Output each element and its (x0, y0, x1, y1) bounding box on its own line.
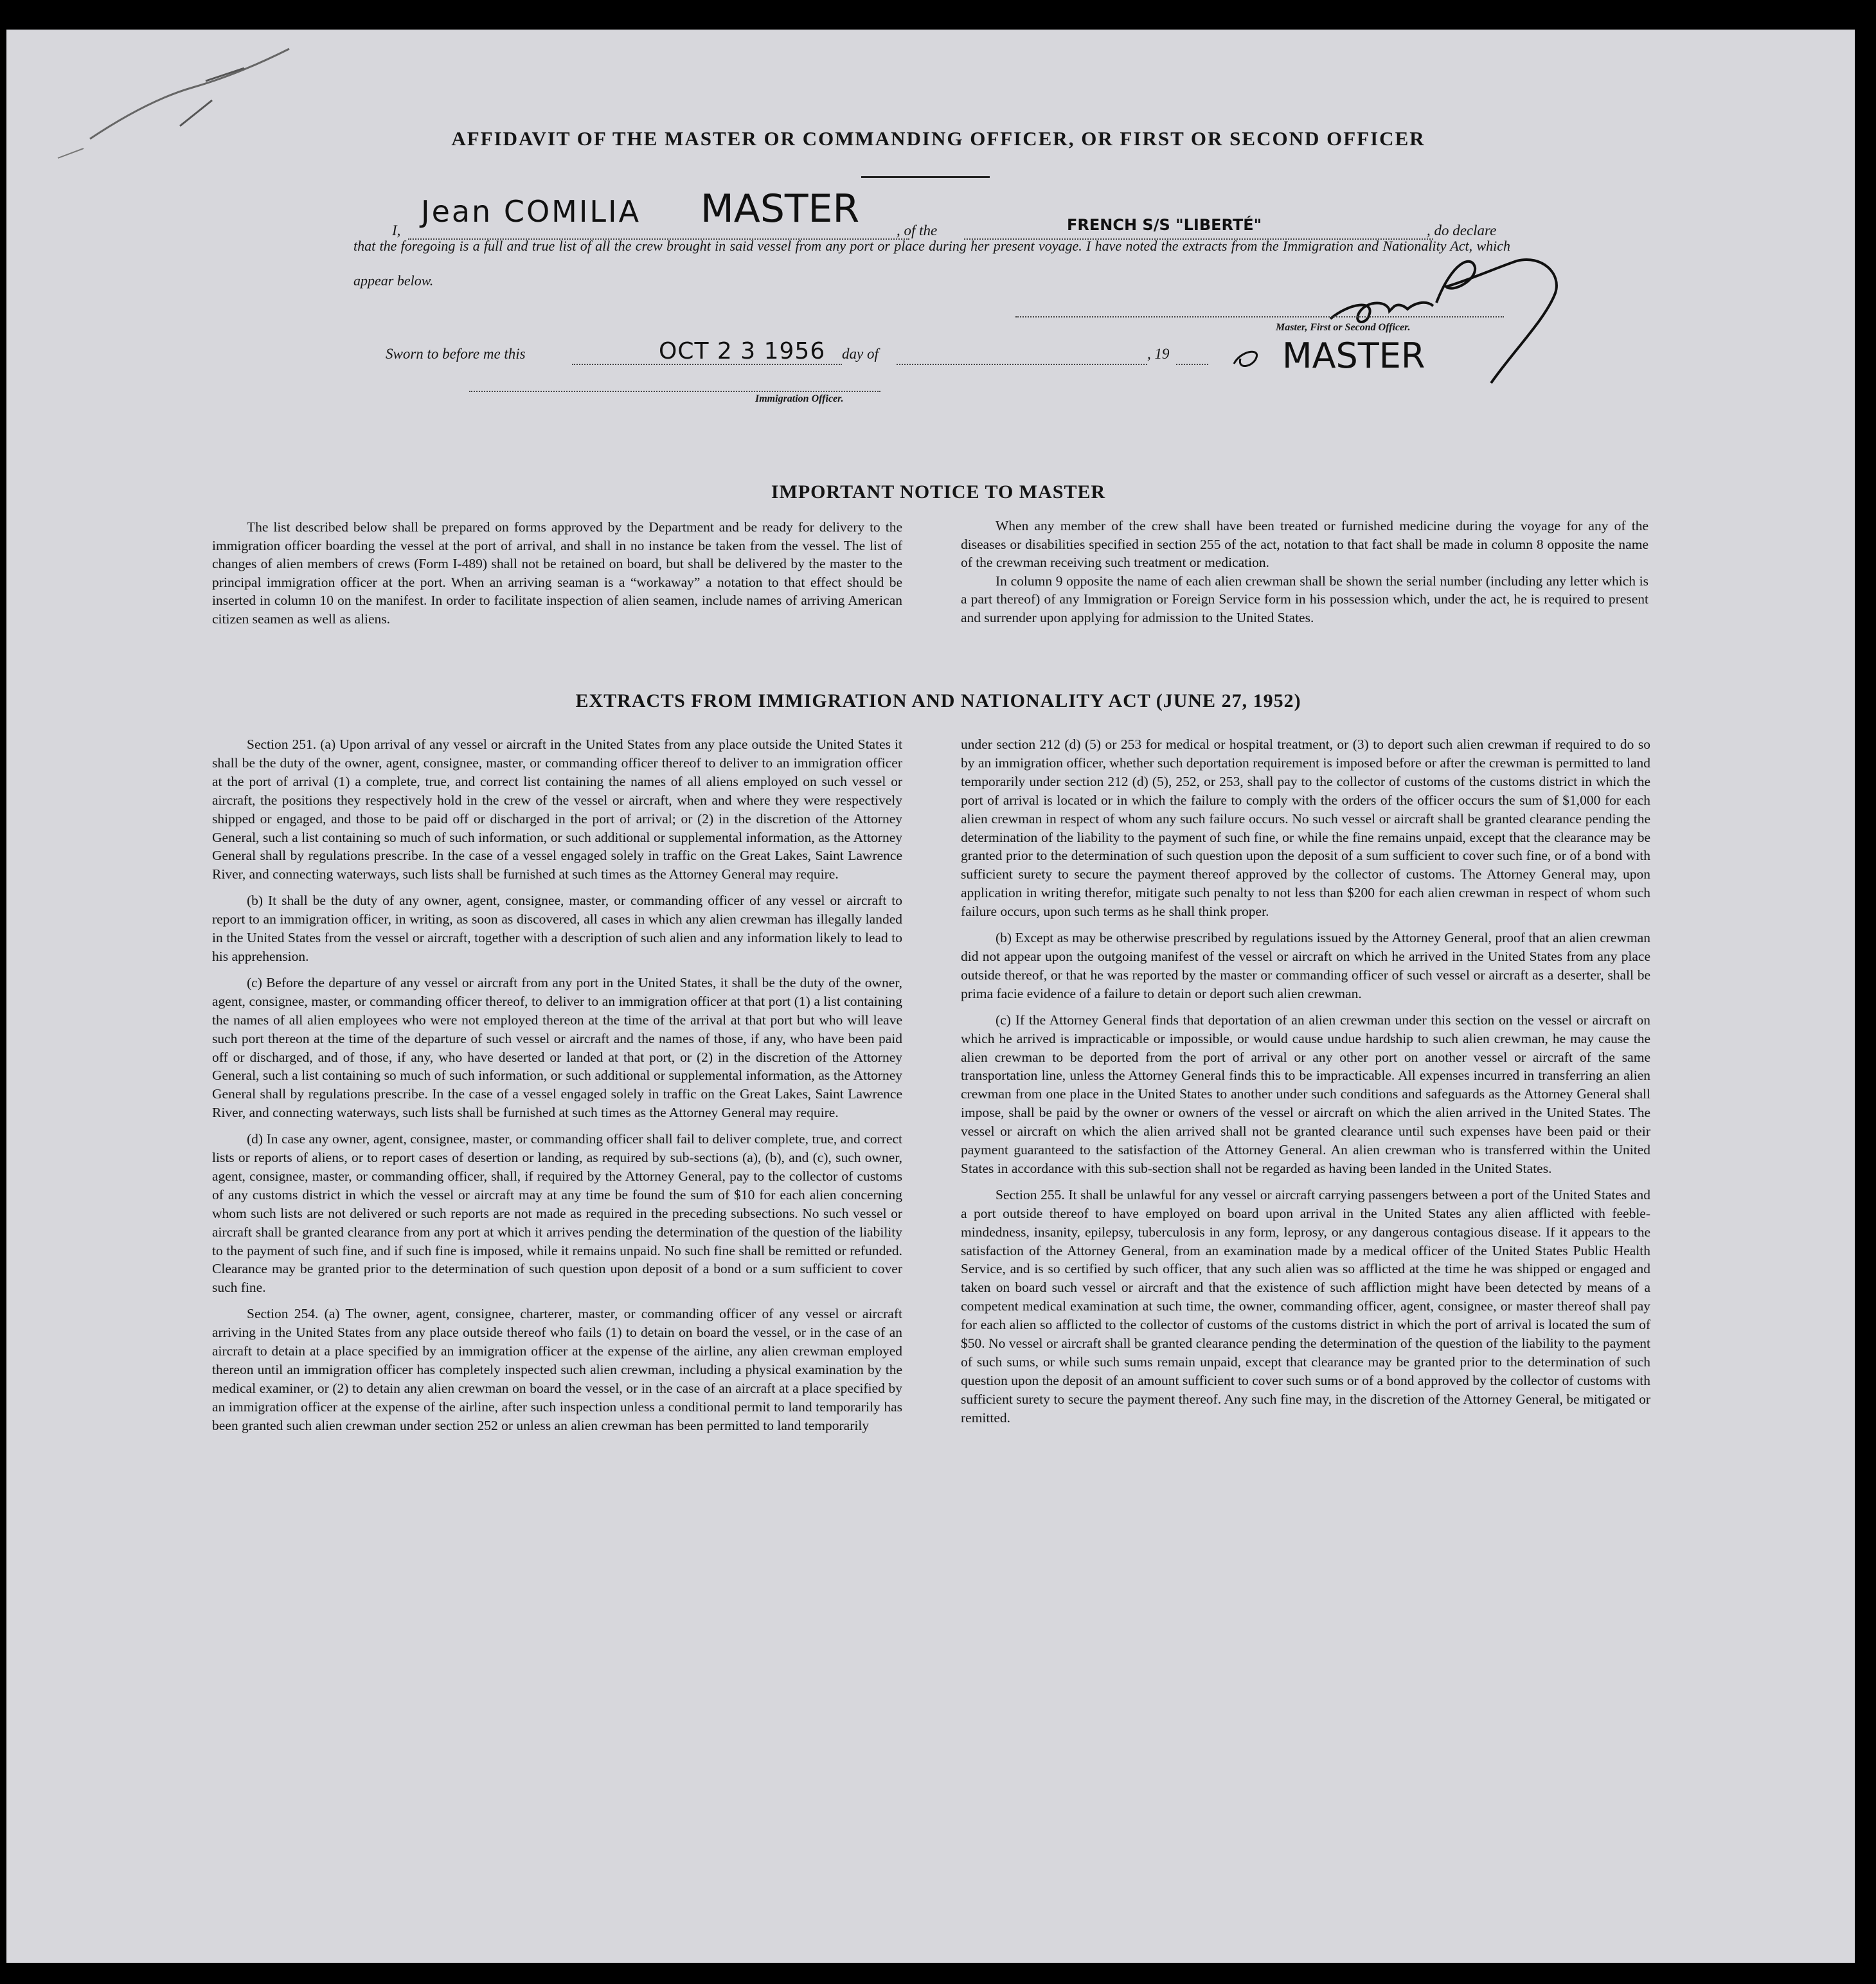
i-label: I, (392, 222, 401, 238)
section-254c: (c) If the Attorney General finds that deportation of an alien crewman under this section on the vessel or aircraft on which he arrived is impracticable or impossible, or would cause undue hardship to such alien crewman, he may cause the alien crewman to be deported from the port of arrival or any other port on another vessel or aircraft of the same transportation line, unless the Attorney General finds this to be impracticable. All expenses incurred in transferring an alien crewman from one place in the United States to another under such conditions and safeguards as the Attorney General shall impose, shall be paid by the owner or owners of the vessel or aircraft on which the alien arrived in the United States. The vessel or aircraft on which the alien arrived shall not be granted clearance until such expenses have been paid or their payment guaranteed to the satisfaction of the Attorney General. An alien crewman who is transferred within the United States in accordance with this sub-section shall not be regarded as having been landed in the United States. (961, 1012, 1650, 1176)
officer-caption: Immigration Officer. (755, 393, 844, 404)
sworn-date-stamp: OCT 2 3 1956 (659, 338, 826, 364)
notice-heading: IMPORTANT NOTICE TO MASTER (771, 481, 1106, 503)
pencil-scribble-icon (45, 42, 302, 171)
section-254a: Section 254. (a) The owner, agent, consignee, charterer, master, or commanding officer of any vessel or aircraft arriving in the United States from any place outside thereof who fails (1) to detain on board the vessel, or in the case of an aircraft to detain at a place specified by an immigration officer at the expense of the airline, any alien crewman employed thereon until an immigration officer has completely inspected such alien crewman, including a physical examination by the medical examiner, or (2) to detain any alien crewman on board the vessel, or in the case of an aircraft at a place specified by an immigration officer at the expense of the airline, after such inspection unless a conditional permit to land temporarily has been granted such alien crewman under section 252 or unless an alien crewman has been permitted to land temporarily (212, 1306, 902, 1433)
year-prefix: , 19 (1147, 346, 1170, 362)
affidavit-title: AFFIDAVIT OF THE MASTER OR COMMANDING OFFICER, OR FIRST OR SECOND OFFICER (451, 127, 1425, 150)
extracts-heading: EXTRACTS FROM IMMIGRATION AND NATIONALITY ACT (JUNE 27, 1952) (575, 690, 1301, 711)
title-divider (861, 176, 990, 178)
do-declare-label: , do declare (1427, 222, 1497, 238)
notice-left-column (212, 518, 902, 629)
notice-paragraph: When any member of the crew shall have been treated or furnished medicine during the voyage for any of the diseases or disabilities specified in section 255 of the act, notation to that fact shall be made in column 8 opposite the name of the crewman receiving such treatment or medication. (961, 518, 1648, 571)
form-page (6, 30, 1855, 1963)
section-254a-continued: under section 212 (d) (5) or 253 for medical or hospital treatment, or (3) to deport such alien crewman if required to do so by an immigration officer, whether such deportation requirement is imposed before or after the crewman is permitted to land temporarily under section 212 (d) (5), 252, or 253, shall pay to the collector of customs of the customs district in which the port of arrival is located or in which the failure to comply with the orders of the officer occurs the sum of $1,000 for each alien crewman in respect of whom any such failure occurs. No such vessel or aircraft shall be granted clearance pending the determination of the liability to the payment of such fine, or while the fine remains unpaid, except that the clearance may be granted prior to the determination of such question upon the deposit of a sum sufficient to cover such fine, or of a bond with sufficient surety to secure the payment thereof approved by the collector of customs. The Attorney General may, upon application in writing therefor, mitigate such penalty to not less than $200 for each alien crewman in respect of whom such failure occurs, upon such terms as he shall think proper. (961, 737, 1650, 920)
officer-signature-line (469, 391, 880, 392)
section-251d: (d) In case any owner, agent, consignee, master, or commanding officer shall fail to deliver complete, true, and correct lists or reports of aliens, or to report cases of desertion or landing, as required by sub-sections (a), (b), and (c), such owner, agent, consignee, master, or commanding officer, shall, if required by the Attorney General, pay to the collector of customs of any customs district in which the vessel or aircraft may at any time be found the sum of $10 for each alien concerning whom such lists are not delivered or such reports are not made as required in the preceding subsections. No such vessel or aircraft shall be granted clearance from any port at which it arrives pending the determination of the question of the liability to the payment of such fine, and if such fine is imposed, while it remains unpaid. No such fine shall be remitted or refunded. Clearance may be granted prior to the determination of such question upon deposit of a bond or a sum sufficient to cover such fine. (212, 1131, 902, 1296)
rank-stamp: MASTER (701, 186, 860, 231)
pencil-marks (45, 42, 302, 174)
signature-line (1015, 316, 1504, 317)
extracts-left-column (212, 735, 902, 1443)
signer-stamp: MASTER (1282, 335, 1425, 376)
notice-paragraph: The list described below shall be prepared on forms approved by the Department and be ready for delivery to the immigration officer boarding the vessel at the port of arrival, and shall in no instance be taken from the vessel. The list of changes of alien members of crews (Form I-489) shall not be retained on board, but shall be delivered by the master to the principal immigration officer at the port. When an arriving seaman is a “workaway” a notation to that effect should be inserted in column 10 on the manifest. In order to facilitate inspection of alien seamen, include names of arriving American citizen seamen as well as aliens. (212, 519, 902, 627)
sworn-label: Sworn to before me this (386, 346, 526, 362)
extracts-right-column (961, 735, 1650, 1435)
of-the-label: , of the (897, 222, 938, 238)
declaration-text: that the foregoing is a full and true list of all the crew brought in said vessel from any port or place during her present voyage. I have noted the extracts from the Immigration and Nationality Act, which appear below. (353, 238, 1510, 289)
day-of-label: day of (842, 346, 879, 362)
vessel-name: FRENCH S/S "LIBERTÉ" (1067, 216, 1262, 234)
section-251c: (c) Before the departure of any vessel or aircraft from any port in the United States, it shall be the duty of the owner, agent, consignee, master, or commanding officer thereof, to deliver to an immigration officer at that port (1) a list containing the names of all alien employees who were not employed thereon at the time of the arrival at that port but who will leave such port thereon at the time of the departure of such vessel or aircraft and the names of those, if any, who have been paid off or discharged, and of those, if any, who have deserted or landed at that port, or (2) in the discretion of the Attorney General, such a list containing so much of such information, or such additional or supplemental information, as the Attorney General shall by regulations prescribe. In the case of a vessel engaged solely in traffic on the Great Lakes, Saint Lawrence River, and connecting waterways, such lists shall be furnished at such times as the Attorney General may require. (212, 974, 902, 1121)
signer-caption: Master, First or Second Officer. (1276, 322, 1411, 333)
notice-paragraph: In column 9 opposite the name of each alien crewman shall be shown the serial number (including any letter which is a part thereof) of any Immigration or Foreign Service form in his possession which, under the act, he is required to present and surrender upon applying for admission to the United States. (961, 573, 1648, 625)
section-254b: (b) Except as may be otherwise prescribed by regulations issued by the Attorney General, proof that an alien crewman did not appear upon the outgoing manifest of the vessel or aircraft on which he arrived in the United States from any place outside thereof, or that he was reported by the master or commanding officer of such vessel or aircraft as a deserter, shall be prima facie evidence of a failure to detain or deport such alien crewman. (961, 930, 1650, 1001)
section-255: Section 255. It shall be unlawful for any vessel or aircraft carrying passengers between a port of the United States and a port outside thereof to have employed on board upon arrival in the United States any alien afflicted with feeble-mindedness, insanity, epilepsy, tuberculosis in any form, leprosy, or any dangerous contagious disease. If it appears to the satisfaction of the Attorney General, from an examination made by a medical officer of the United States Public Health Service, and is so certified by such officer, that any such alien was so afflicted at the time he was shipped or engaged and taken on board such vessel or aircraft and that the existence of such affliction might have been detected by means of a competent medical examination at such time, the owner, commanding officer, agent, consignee, or master thereof shall pay for each alien so afflicted to the collector of customs of the customs district in which the port of arrival is located the sum of $50. No vessel or aircraft shall be granted clearance pending the determination of the question of the liability to the payment of such sums, or while such sums remain unpaid, except that clearance may be granted prior to the determination of such question upon the deposit of an amount sufficient to cover such sums or of a bond approved by the collector of customs with sufficient surety to secure the payment thereof. Any such fine may, in the discretion of the Attorney General, be mitigated or remitted. (961, 1186, 1650, 1425)
month-field-line (897, 364, 1147, 365)
section-251b: (b) It shall be the duty of any owner, agent, consignee, master, or commanding officer of any vessel or aircraft to report to an immigration officer, in writing, as soon as discovered, all cases in which any alien crewman has illegally landed in the United States from the vessel or aircraft, together with a description of such alien and any information likely to lead to his apprehension. (212, 893, 902, 964)
notice-right-column (961, 517, 1648, 627)
section-251a: Section 251. (a) Upon arrival of any vessel or aircraft in the United States from any place outside the United States it shall be the duty of the owner, agent, consignee, master, or commanding officer thereof to deliver to an immigration officer at the port of arrival (1) a complete, true, and correct list containing the names of all aliens employed on such vessel or aircraft, the positions they respectively hold in the crew of the vessel or aircraft, when and where they were respectively shipped or engaged, and those to be paid off or discharged in the port of arrival; or (2) in the discretion of the Attorney General, such a list containing so much of such information, or such additional or supplemental information, as the Attorney General shall by regulations prescribe. In the case of a vessel engaged solely in traffic on the Great Lakes, Saint Lawrence River, and connecting waterways, such lists shall be furnished at such times as the Attorney General may require. (212, 737, 902, 882)
year-field-line (1176, 364, 1208, 365)
master-name: Jean COMILIA (421, 194, 641, 229)
